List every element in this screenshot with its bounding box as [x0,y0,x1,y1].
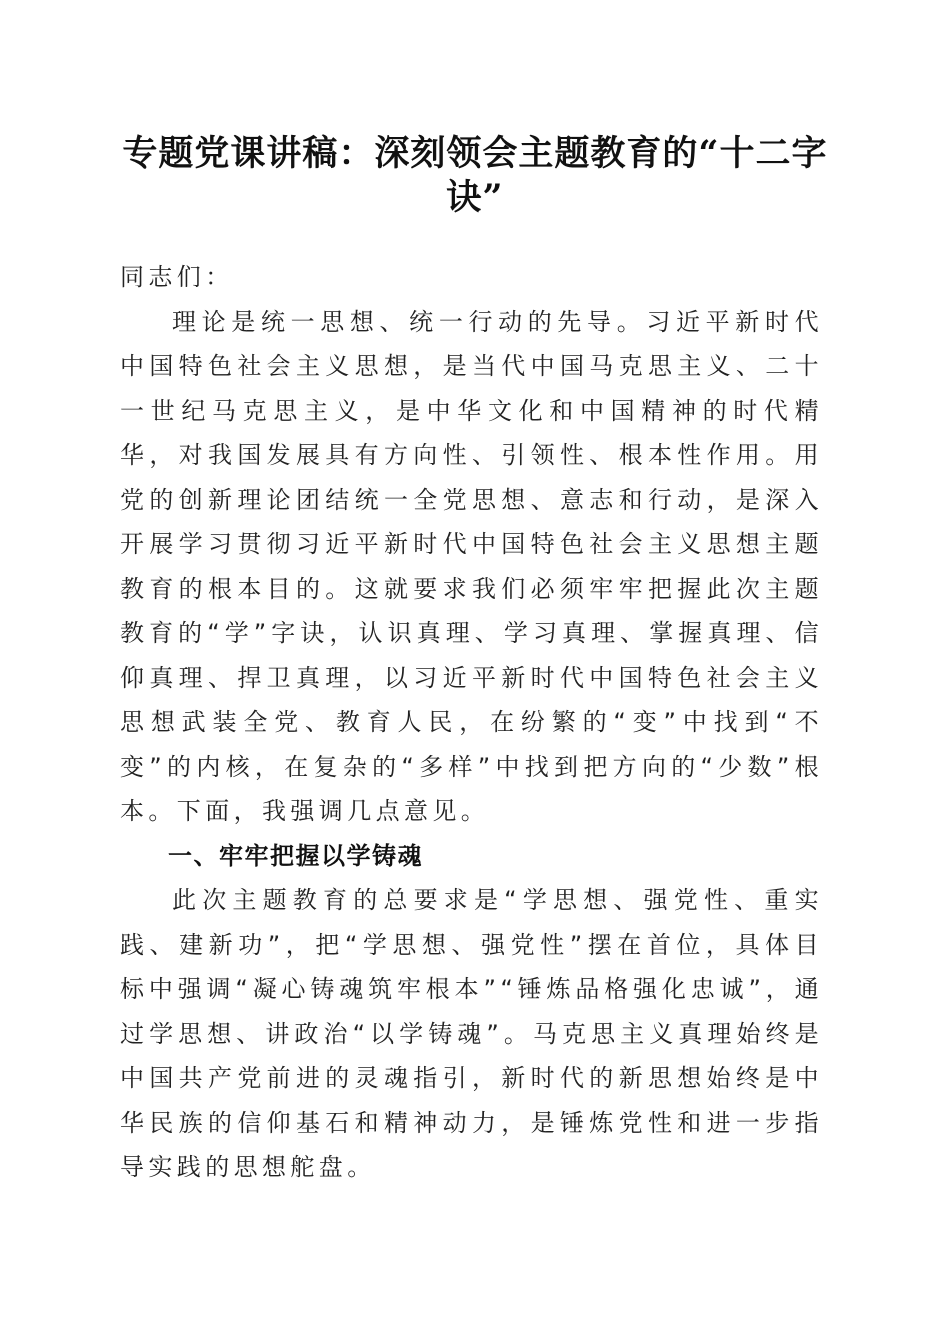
document-title: 专题党课讲稿：深刻领会主题教育的“十二字诀” [122,133,828,218]
section-1-heading: 一、牢牢把握以学铸魂 [168,841,423,870]
section-1-paragraph: 此次主题教育的总要求是“学思想、强党性、重实践、建新功”，把“学思想、强党性”摆在首位，具体目标中强调“凝心铸魂筑牢根本”“锤炼品格强化忠诚”，通过学思想、讲政治“以学铸魂”。马克思主义真理始终是中国共产党前进的灵魂指引，新时代的新思想始终是中华民族的信仰基石和精神动力，是锤炼党性和进一步指导实践的思想舵盘。 [120,886,823,1181]
document-body [120,255,823,1190]
intro-paragraph: 理论是统一思想、统一行动的先导。习近平新时代中国特色社会主义思想，是当代中国马克思主义、二十一世纪马克思主义，是中华文化和中国精神的时代精华，对我国发展具有方向性、引领性、根本性作用。用党的创新理论团结统一全党思想、意志和行动，是深入开展学习贯彻习近平新时代中国特色社会主义思想主题教育的根本目的。这就要求我们必须牢牢把握此次主题教育的“学”字诀，认识真理、学习真理、掌握真理、信仰真理、捍卫真理，以习近平新时代中国特色社会主义思想武装全党、教育人民，在纷繁的“变”中找到“不变”的内核，在复杂的“多样”中找到把方向的“少数”根本。下面，我强调几点意见。 [120,307,823,825]
salutation: 同志们： [120,263,234,291]
